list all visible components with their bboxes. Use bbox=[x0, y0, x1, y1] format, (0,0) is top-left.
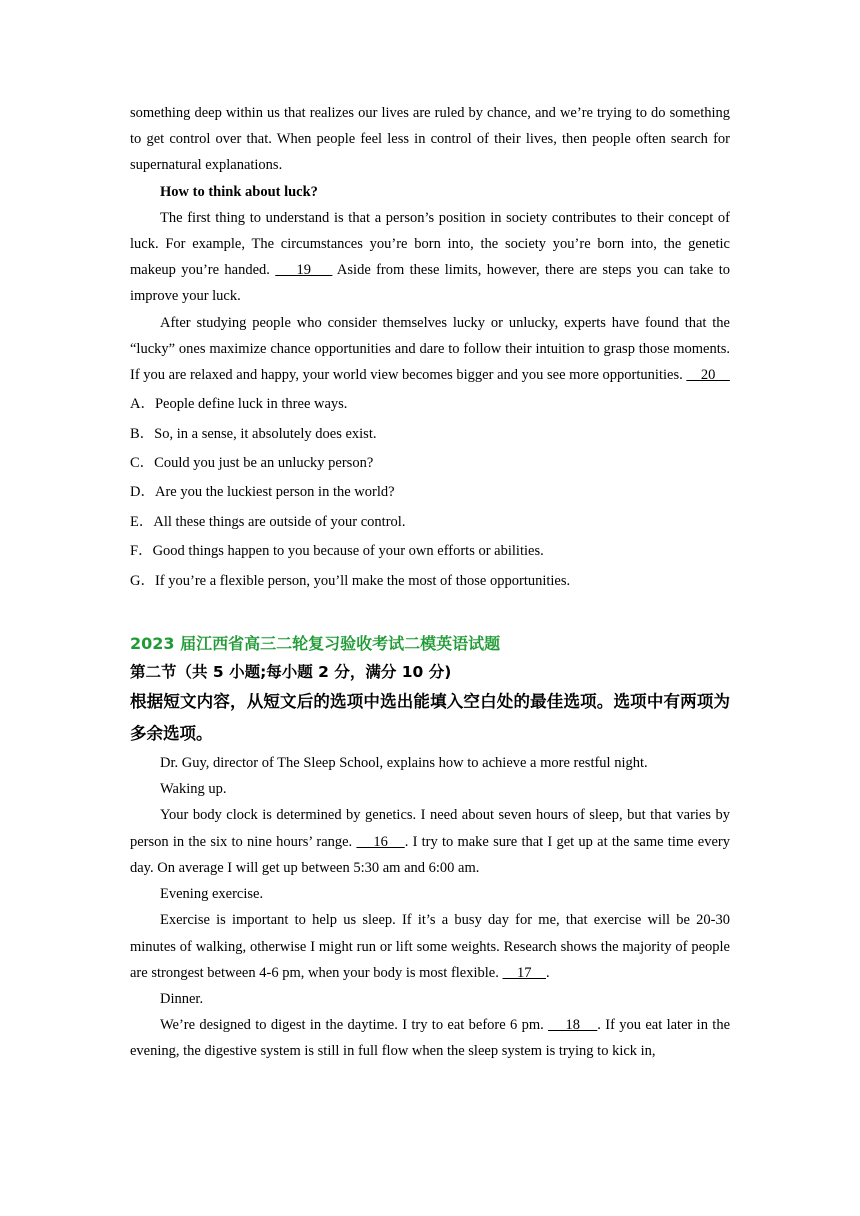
paragraph-lucky-people bbox=[130, 310, 730, 389]
paragraph-text: We’re designed to digest in the daytime. I try to eat before 6 pm. bbox=[160, 1017, 549, 1034]
option-f: F．Good things happen to you because of your own efforts or abilities. bbox=[130, 543, 544, 560]
blank-16: 16 bbox=[356, 833, 405, 850]
paragraph-position-in-society bbox=[130, 205, 730, 310]
section-heading-luck: How to think about luck? bbox=[160, 183, 318, 200]
blank-17: 17 bbox=[502, 964, 546, 981]
paragraph-exercise bbox=[130, 907, 730, 986]
section-subtitle: 第二节（共 5 小题;每小题 2 分，满分 10 分) bbox=[130, 663, 452, 682]
blank-19: 19 bbox=[275, 262, 333, 279]
paragraph-text: After studying people who consider themselves lucky or unlucky, experts have found that the “lucky” ones maximize chance opportunities and dare to follow their intuition to grasp those moments. If you are relaxed and happy, your world view becomes bigger and you see more opportunities. bbox=[130, 314, 730, 384]
option-g: G．If you’re a flexible person, you’ll make the most of those opportunities. bbox=[130, 572, 571, 589]
option-a: A．People define luck in three ways. bbox=[130, 396, 348, 413]
subheading-waking-up: Waking up. bbox=[160, 781, 227, 798]
subheading-evening-exercise: Evening exercise. bbox=[160, 886, 264, 903]
option-c: C．Could you just be an unlucky person? bbox=[130, 455, 374, 472]
paragraph-text: Aside from these limits, however, there are steps you can take to improve your luck. bbox=[130, 262, 730, 305]
paragraph-text: . I try to make sure that I get up at the same time every day. On average I will get up between 5:30 am and 6:00 am. bbox=[130, 833, 730, 876]
blank-20: 20 bbox=[686, 367, 730, 384]
paragraph-text: . If you eat later in the evening, the digestive system is still in full flow when the sleep system is trying to kick in, bbox=[130, 1017, 730, 1060]
document-body bbox=[130, 100, 730, 1065]
paragraph-text: Your body clock is determined by genetics. I need about seven hours of sleep, but that varies by person in the six to nine hours’ range. bbox=[130, 807, 730, 850]
option-b: B．So, in a sense, it absolutely does exist. bbox=[130, 425, 377, 442]
exam-title: 2023 届江西省高三二轮复习验收考试二模英语试题 bbox=[130, 634, 501, 654]
section-instruction: 根据短文内容，从短文后的选项中选出能填入空白处的最佳选项。选项中有两项为多余选项。 bbox=[130, 692, 730, 744]
paragraph-intro: Dr. Guy, director of The Sleep School, explains how to achieve a more restful night. bbox=[160, 755, 648, 772]
blank-18: 18 bbox=[548, 1017, 598, 1034]
paragraph-body-clock bbox=[130, 802, 730, 881]
option-d: D．Are you the luckiest person in the world? bbox=[130, 484, 395, 501]
subheading-dinner: Dinner. bbox=[160, 990, 204, 1007]
paragraph-text: The first thing to understand is that a person’s position in society contributes to their concept of luck. For example, The circumstances you’re born into, the society you’re born into, the genetic makeup you’re handed. bbox=[130, 209, 730, 279]
option-e: E．All these things are outside of your control. bbox=[130, 513, 406, 530]
paragraph-text: Exercise is important to help us sleep. If it’s a busy day for me, that exercise will be 20-30 minutes of walking, otherwise I might run or lift some weights. Research shows the majority of people are strongest between 4-6 pm, when your body is most flexible. bbox=[130, 912, 730, 981]
answer-options bbox=[130, 390, 730, 596]
paragraph-dinner bbox=[130, 1012, 730, 1064]
paragraph-continuation: something deep within us that realizes our lives are ruled by chance, and we’re trying to do something to get control over that. When people feel less in control of their lives, then people often search for supernatural explanations. bbox=[130, 105, 730, 174]
paragraph-text: . bbox=[546, 964, 550, 981]
